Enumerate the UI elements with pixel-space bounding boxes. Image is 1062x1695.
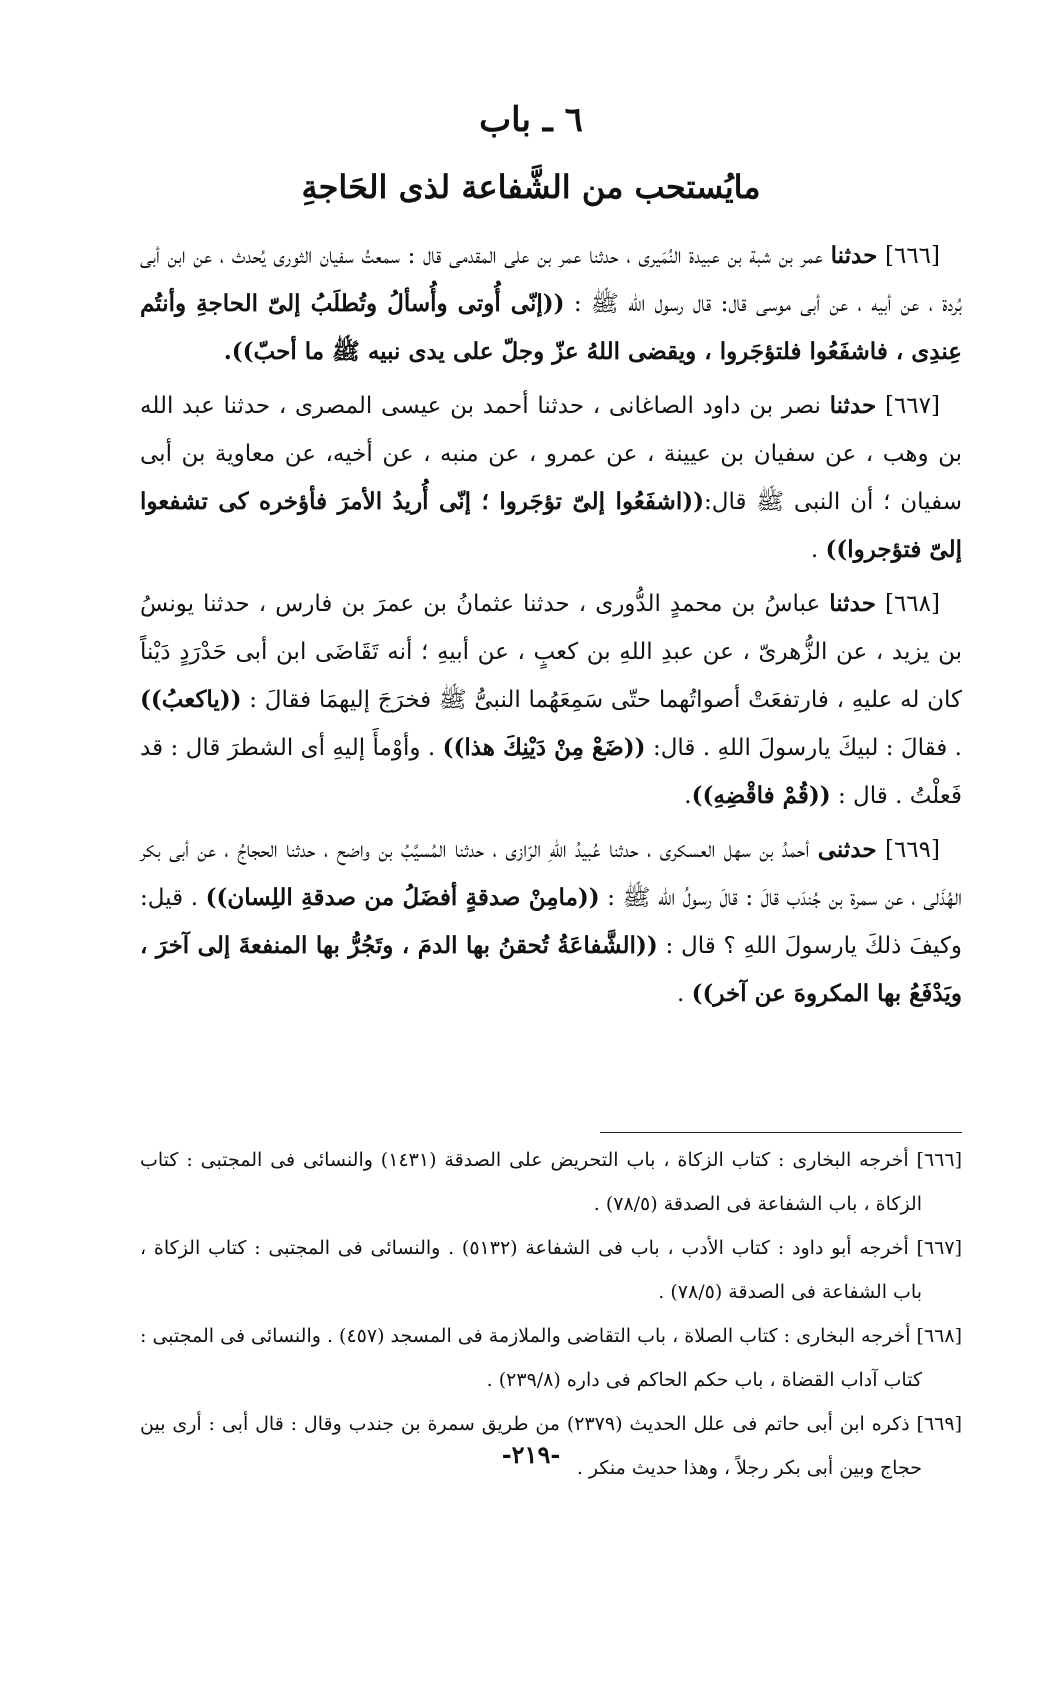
footnotes <box>140 1138 962 1490</box>
hadith-paragraph <box>140 232 962 376</box>
hadith-narrative: . فقالَ : لبيكَ يارسولَ اللهِ . قال: <box>645 735 962 761</box>
hadith-opening: حدثنى <box>817 836 877 863</box>
hadith-narrative: . قيل: وكيفَ ذلكَ يارسولَ اللهِ ؟ قال : <box>140 885 963 959</box>
hadith-opening: حدثنا <box>829 392 877 419</box>
hadith-number: [٦٦٦] <box>877 243 941 269</box>
hadith-text: ((إنّى أُوتى وأُسألُ وتُطلَبُ إلىّ الحاجةِ وأنتُم عِندِى ، فاشفَعُوا فلتؤجَروا ، ويقضى اللهُ عزّ وجلّ على يدى نبيه ﷺ ما أحبّ)). <box>140 290 962 365</box>
hadith-paragraph <box>140 580 962 820</box>
footnote: [٦٦٩] ذكره ابن أبى حاتم فى علل الحديث (٢٣٧٩) من طريق سمرة بن جندب وقال : قال أبى : أرى بين حجاج وبين أبى بكر رجلاً ، وهذا حديث منكر . <box>140 1413 962 1479</box>
footnote: [٦٦٧] أخرجه أبو داود : كتاب الأدب ، باب فى الشفاعة (٥١٣٢) . والنسائى فى المجتبى : كتاب الزكاة ، باب الشفاعة فى الصدقة (٧٨/٥) . <box>140 1237 963 1303</box>
page-number: -٢١٩- <box>501 1440 561 1469</box>
hadith-text: ((اشفَعُوا إلىّ تؤجَروا ؛ إنّى أُريدُ الأمرَ فأؤخره كى تشفعوا إلىّ فتؤجروا)) <box>140 488 962 563</box>
chapter-number: ٦ ـ باب <box>479 100 583 140</box>
hadith-body <box>140 232 962 1024</box>
hadith-number: [٦٦٨] <box>875 591 940 617</box>
hadith-quote: ((الشَّفاعَةُ تُحقنُ بها الدمَ ، وتَجُرُّ بها المنفعةَ إلى آخرَ ، ويَدْفَعُ بها المكروهَ عن آخر)) <box>140 932 962 1007</box>
hadith-number: [٦٦٧] <box>876 393 940 419</box>
hadith-paragraph <box>140 382 962 574</box>
footnote-divider <box>600 1132 962 1133</box>
hadith-quote: ((ضَعْ مِنْ دَيْنِكَ هذا)) <box>442 734 646 761</box>
hadith-quote: ((ياكعبُ)) <box>140 686 242 713</box>
hadith-quote: ((مامِنْ صدقةٍ أفضَلُ من صدقةِ اللِسان)) <box>205 884 600 911</box>
chapter-heading: مايُستحب من الشَّفاعة لذى الحَاجةِ <box>301 168 761 206</box>
hadith-opening: حدثنا <box>829 590 876 617</box>
hadith-end: . <box>810 537 826 563</box>
hadith-number: [٦٦٩] <box>876 837 940 863</box>
hadith-quote: ((قُمْ فاقْضِهِ)) <box>691 782 831 809</box>
hadith-chain: نصر بن داود الصاغانى ، حدثنا أحمد بن عيسى المصرى ، حدثنا عبد الله بن وهب ، عن سفيان بن عيينة ، عن عمرو ، عن منبه ، عن أخيه، عن معاوية بن أبى سفيان ؛ أن النبى ﷺ قال: <box>140 393 962 515</box>
hadith-chain: أحمدُ بن سهل العسكرى ، حدثنا عُبيدُ اللهِ الرّازى ، حدثنا المُسيَّبُ بن واضح ، حدثنا الحجاجُ ، عن أبى بكر الهُذَلى ، عن سمرة بن جُندَب قالَ : قالَ رسولُ الله ﷺ : <box>140 837 962 911</box>
hadith-chain: عباسُ بن محمدٍ الدُّورى ، حدثنا عثمانُ بن عمرَ بن فارس ، حدثنا يونسُ بن يزيد ، عن الزُّهرىّ ، عن عبدِ اللهِ بن كعبٍ ، عن أبيهِ ؛ أنه تَقَاضَى ابن أبى حَدْرَدٍ دَيْناً كان له عليهِ ، فارتفعَتْ أصواتُهما حتّى سَمِعَهُما النبىُّ ﷺ فخرَجَ إليهمَا فقالَ : <box>140 591 962 713</box>
hadith-narrative: . وأوْمأَ إليهِ أى الشطرَ قال : قد فَعلْتُ . قال : <box>140 735 962 809</box>
footnote: [٦٦٨] أخرجه البخارى : كتاب الصلاة ، باب التقاضى والملازمة فى المسجد (٤٥٧) . والنسائى فى المجتبى : كتاب آداب القضاة ، باب حكم الحاكم فى داره (٢٣٩/٨) . <box>140 1325 962 1391</box>
hadith-end: . <box>684 783 692 809</box>
footnote: [٦٦٦] أخرجه البخارى : كتاب الزكاة ، باب التحريض على الصدقة (١٤٣١) والنسائى فى المجتبى : كتاب الزكاة ، باب الشفاعة فى الصدقة (٧٨/٥) . <box>140 1149 962 1215</box>
hadith-chain: عمر بن شبة بن عبيدة النُمَيرى ، حدثنا عمر بن على المقدمى قال : سمعتُ سفيان الثورى يُحدث ، عن ابن أبى بُردة ، عن أبيه ، عن أبى موسى قال: قال رسول الله ﷺ : <box>140 243 962 317</box>
hadith-end: . <box>676 981 692 1007</box>
hadith-paragraph <box>140 826 962 1018</box>
hadith-opening: حدثنا <box>830 242 878 269</box>
